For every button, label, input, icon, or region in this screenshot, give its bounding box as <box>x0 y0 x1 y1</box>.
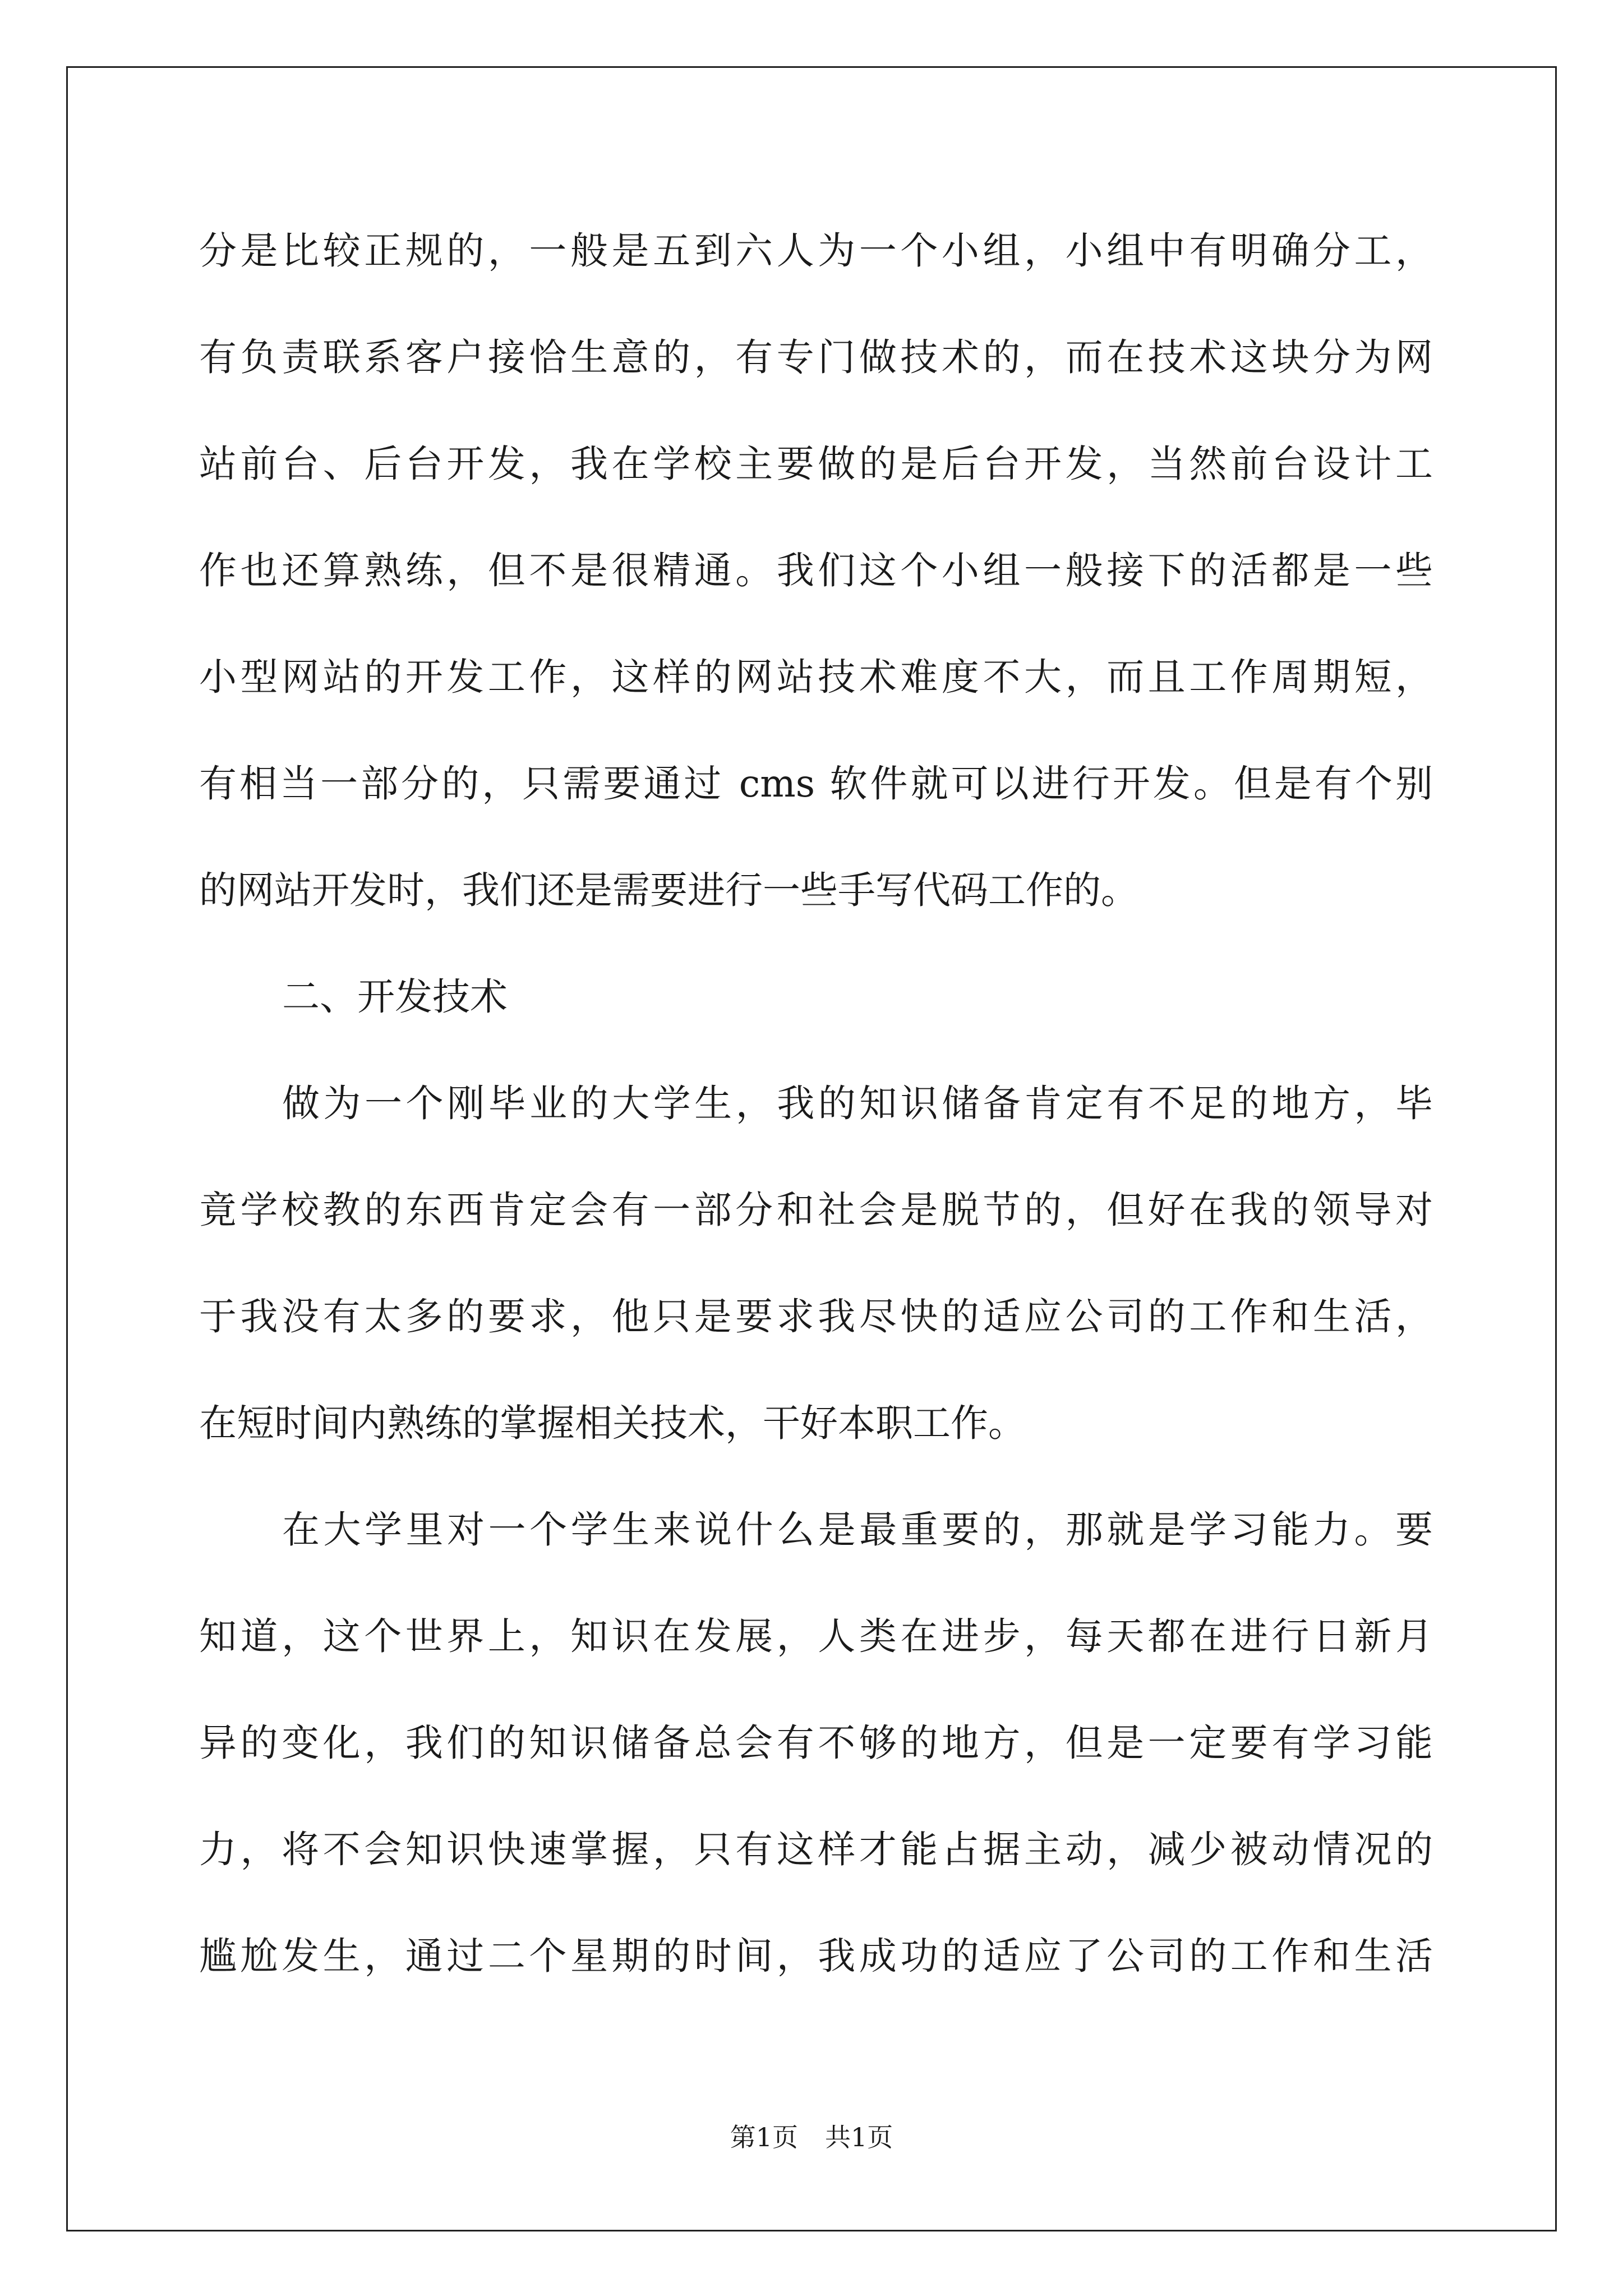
document-body <box>199 197 1433 2009</box>
body-line: 尴尬发生，通过二个星期的时间，我成功的适应了公司的工作和生活 <box>199 1934 1433 1978</box>
body-line: 有负责联系客户接恰生意的，有专门做技术的，而在技术这块分为网 <box>199 335 1433 379</box>
body-line: 做为一个刚毕业的大学生，我的知识储备肯定有不足的地方，毕 <box>282 1082 1433 1125</box>
body-line: 小型网站的开发工作，这样的网站技术难度不大，而且工作周期短， <box>199 655 1433 699</box>
body-line: 异的变化，我们的知识储备总会有不够的地方，但是一定要有学习能 <box>199 1721 1433 1765</box>
body-line: 在短时间内熟练的掌握相关技术，干好本职工作。 <box>199 1401 1026 1445</box>
page-number: 第1页 <box>730 2122 798 2152</box>
body-line: 于我没有太多的要求，他只是要求我尽快的适应公司的工作和生活， <box>199 1295 1433 1338</box>
body-line: 分是比较正规的，一般是五到六人为一个小组，小组中有明确分工， <box>199 229 1433 273</box>
page-footer <box>0 2120 1623 2154</box>
section-heading: 二、开发技术 <box>282 975 508 1019</box>
body-line: 竟学校教的东西肯定会有一部分和社会是脱节的，但好在我的领导对 <box>199 1188 1433 1232</box>
body-line: 力，将不会知识快速掌握，只有这样才能占据主动，减少被动情况的 <box>199 1828 1433 1871</box>
body-line: 在大学里对一个学生来说什么是最重要的，那就是学习能力。要 <box>282 1508 1433 1552</box>
body-line: 作也还算熟练，但不是很精通。我们这个小组一般接下的活都是一些 <box>199 549 1433 592</box>
page-total: 共1页 <box>825 2122 893 2152</box>
body-line: 知道，这个世界上，知识在发展，人类在进步，每天都在进行日新月 <box>199 1614 1433 1658</box>
body-line: 站前台、后台开发，我在学校主要做的是后台开发，当然前台设计工 <box>199 442 1433 486</box>
body-line: 有相当一部分的，只需要通过 cms 软件就可以进行开发。但是有个别 <box>199 762 1433 806</box>
body-line: 的网站开发时，我们还是需要进行一些手写代码工作的。 <box>199 868 1138 912</box>
